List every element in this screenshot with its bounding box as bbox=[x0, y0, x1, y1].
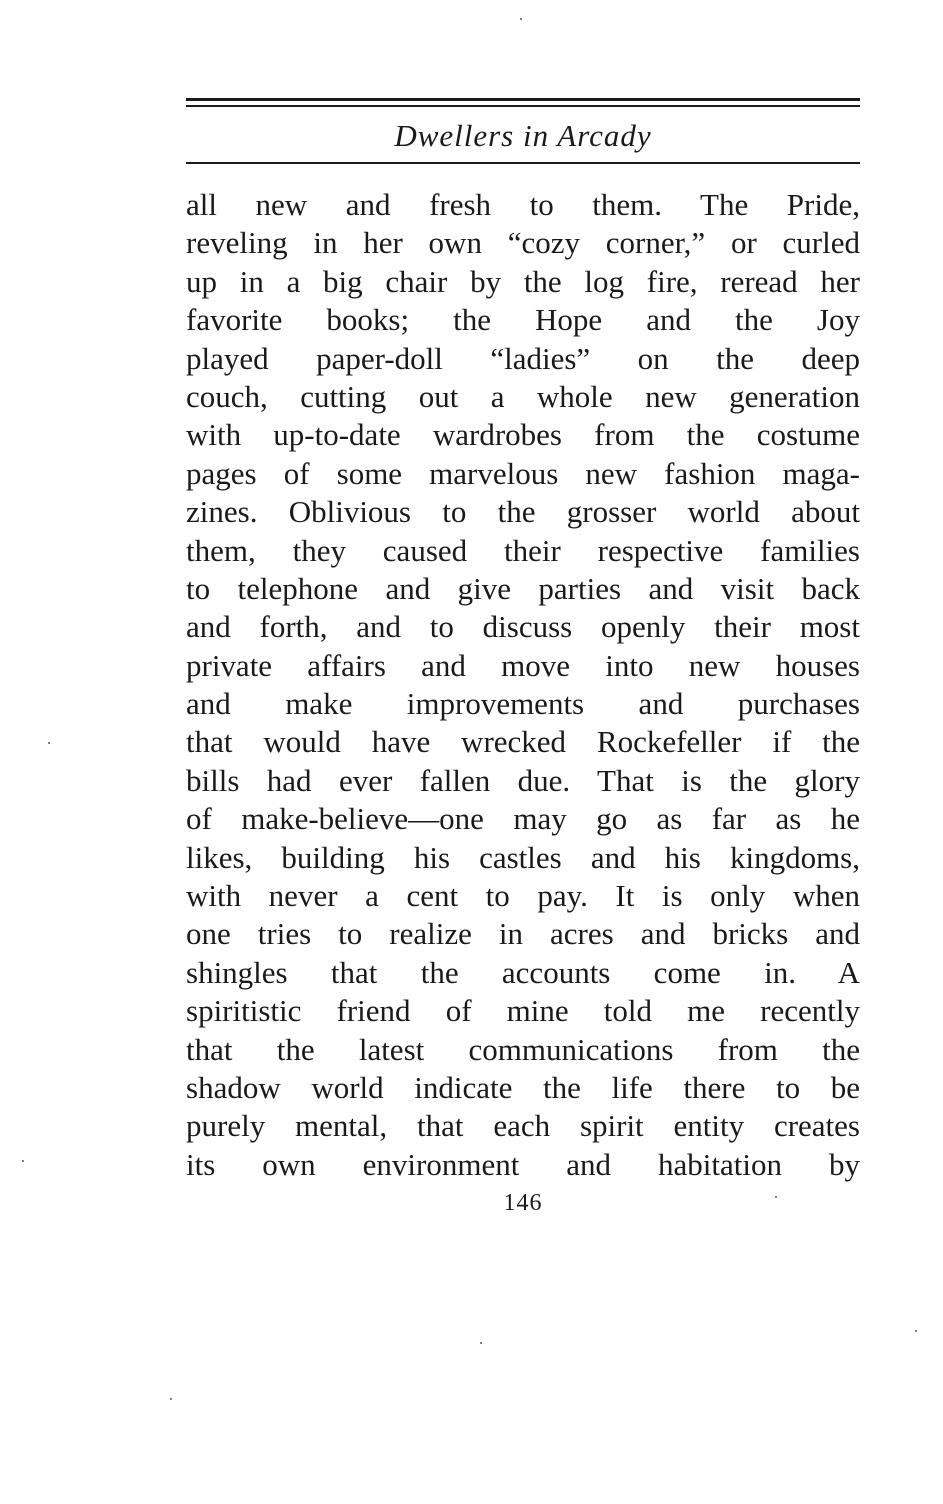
text-line: them, they caused their respective families bbox=[186, 532, 860, 568]
scan-speck bbox=[520, 18, 522, 20]
scan-speck bbox=[22, 1160, 24, 1162]
scan-speck bbox=[915, 1330, 917, 1332]
scan-speck bbox=[480, 1342, 482, 1344]
scan-speck bbox=[170, 1398, 172, 1400]
text-line: and make improvements and purchases bbox=[186, 686, 860, 722]
text-line: with up-to-date wardrobes from the costume bbox=[186, 417, 860, 453]
text-line: up in a big chair by the log fire, reread her bbox=[186, 263, 860, 299]
text-line: pages of some marvelous new fashion maga- bbox=[186, 455, 860, 491]
scan-speck bbox=[48, 742, 50, 744]
text-line: likes, building his castles and his kingdoms, bbox=[186, 839, 860, 875]
text-line: couch, cutting out a whole new generation bbox=[186, 378, 860, 414]
text-line: that would have wrecked Rockefeller if the bbox=[186, 724, 860, 760]
header-rule-bottom bbox=[186, 162, 860, 164]
text-line: and forth, and to discuss openly their most bbox=[186, 609, 860, 645]
running-head: Dwellers in Arcady bbox=[394, 118, 652, 153]
page-number: 146 bbox=[503, 1190, 543, 1216]
text-line: that the latest communications from the bbox=[186, 1031, 860, 1067]
text-line: zines. Oblivious to the grosser world about bbox=[186, 494, 860, 530]
scan-speck bbox=[775, 1196, 777, 1198]
text-line: all new and fresh to them. The Pride, bbox=[186, 187, 860, 222]
body-text bbox=[186, 186, 860, 1184]
text-line: shingles that the accounts come in. A bbox=[186, 954, 860, 990]
text-line: its own environment and habitation by bbox=[186, 1146, 860, 1182]
text-line: reveling in her own “cozy corner,” or curled bbox=[186, 225, 860, 261]
header-rule-top-thin bbox=[186, 105, 860, 107]
text-line: purely mental, that each spirit entity creates bbox=[186, 1108, 860, 1144]
text-line: with never a cent to pay. It is only when bbox=[186, 878, 860, 914]
text-line: spiritistic friend of mine told me recently bbox=[186, 993, 860, 1029]
header-rule-top bbox=[186, 98, 860, 101]
text-line: to telephone and give parties and visit back bbox=[186, 570, 860, 606]
text-line: played paper-doll “ladies” on the deep bbox=[186, 340, 860, 376]
text-line: bills had ever fallen due. That is the glory bbox=[186, 762, 860, 798]
text-line: of make-believe—one may go as far as he bbox=[186, 801, 860, 837]
text-line: shadow world indicate the life there to be bbox=[186, 1069, 860, 1105]
text-line: favorite books; the Hope and the Joy bbox=[186, 302, 860, 338]
text-line: one tries to realize in acres and bricks and bbox=[186, 916, 860, 952]
text-line: private affairs and move into new houses bbox=[186, 647, 860, 683]
